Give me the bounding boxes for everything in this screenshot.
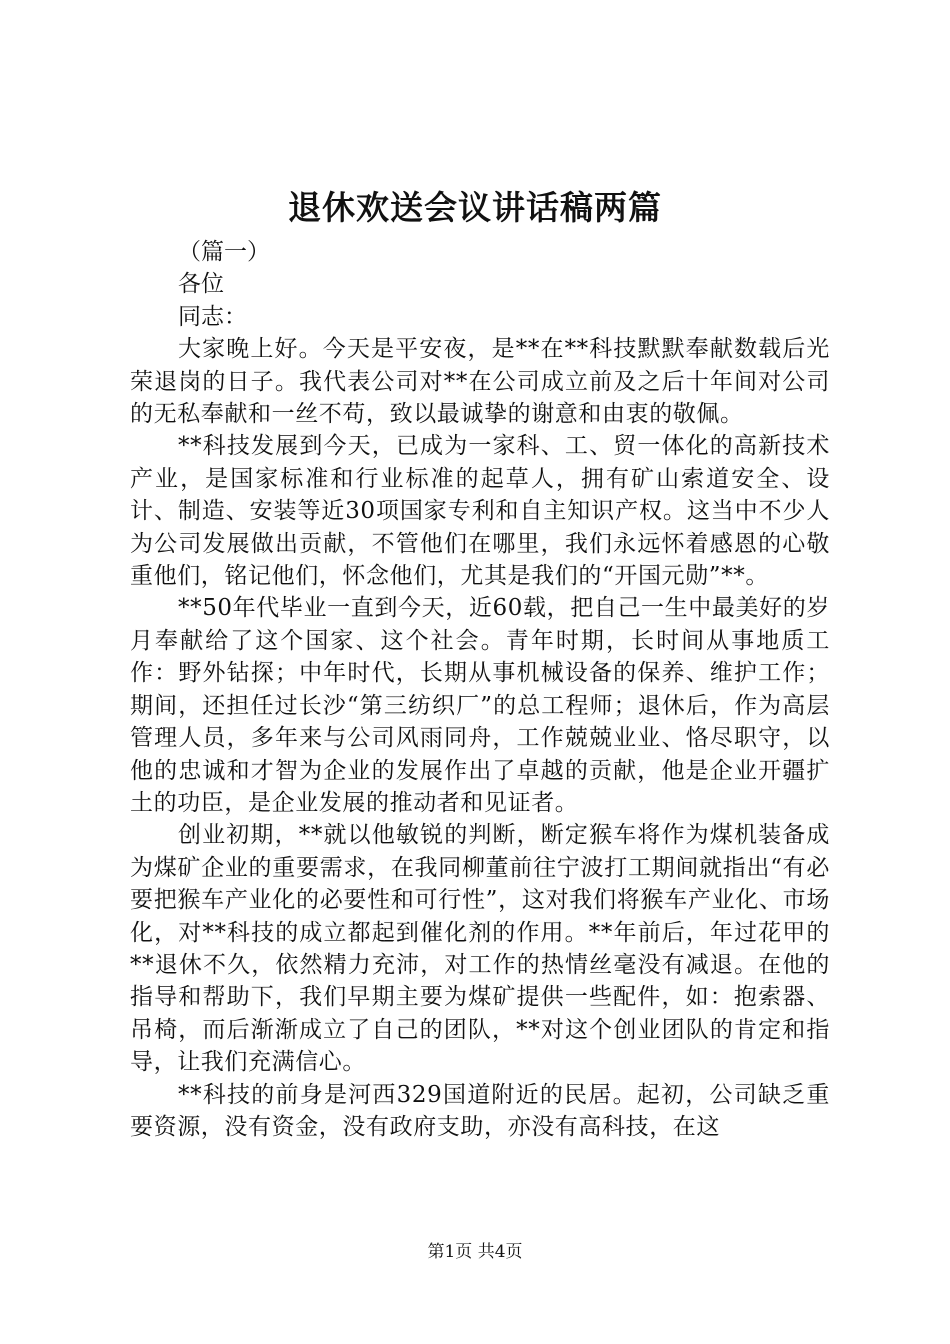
paragraph-3: **50年代毕业一直到今天，近60载，把自己一生中最美好的岁月奉献给了这个国家、这个社会。青年时期，长时间从事地质工作：野外钻探；中年时代，长期从事机械设备的保养、维护工作；期间，还担任过长沙“第三纺织厂”的总工程师；退休后，作为高层管理人员，多年来与公司风雨同舟，工作兢兢业业、恪尽职守，以他的忠诚和才智为企业的发展作出了卓越的贡献，他是企业开疆扩土的功臣，是企业发展的推动者和见证者。: [130, 595, 830, 816]
section-label: （篇一）: [178, 239, 270, 265]
paragraph-5: **科技的前身是河西329国道附近的民居。起初，公司缺乏重要资源，没有资金，没有政府支助，亦没有高科技，在这: [130, 1081, 830, 1140]
salutation-line-1: 各位: [178, 271, 224, 298]
paragraph-1: 大家晚上好。今天是平安夜，是**在**科技默默奉献数载后光荣退岗的日子。我代表公司对**在公司成立前及之后十年间对公司的无私奉献和一丝不苟，致以最诚挚的谢意和由衷的敬佩。: [130, 336, 830, 428]
document-body: [130, 236, 830, 1143]
paragraph-4: 创业初期，**就以他敏锐的判断，断定猴车将作为煤机装备成为煤矿企业的重要需求，在我同柳董前往宁波打工期间就指出“有必要把猴车产业化的必要性和可行性”，这对我们将猴车产业化、市场化，对**科技的成立都起到催化剂的作用。**年前后，年过花甲的**退休不久，依然精力充沛，对工作的热情丝毫没有减退。在他的指导和帮助下，我们早期主要为煤矿提供一些配件，如：抱索器、吊椅，而后渐渐成立了自己的团队，**对这个创业团队的肯定和指导，让我们充满信心。: [130, 822, 830, 1076]
salutation-line-2: 同志：: [178, 303, 247, 330]
page-footer: 第1页 共4页: [427, 1242, 523, 1262]
document-title: 退休欢送会议讲话稿两篇: [288, 188, 662, 227]
paragraph-2: **科技发展到今天，已成为一家科、工、贸一体化的高新技术产业，是国家标准和行业标准的起草人，拥有矿山索道安全、设计、制造、安装等近30项国家专利和自主知识产权。这当中不少人为公司发展做出贡献，不管他们在哪里，我们永远怀着感恩的心敬重他们，铭记他们，怀念他们，尤其是我们的“开国元勋”**。: [130, 433, 830, 590]
